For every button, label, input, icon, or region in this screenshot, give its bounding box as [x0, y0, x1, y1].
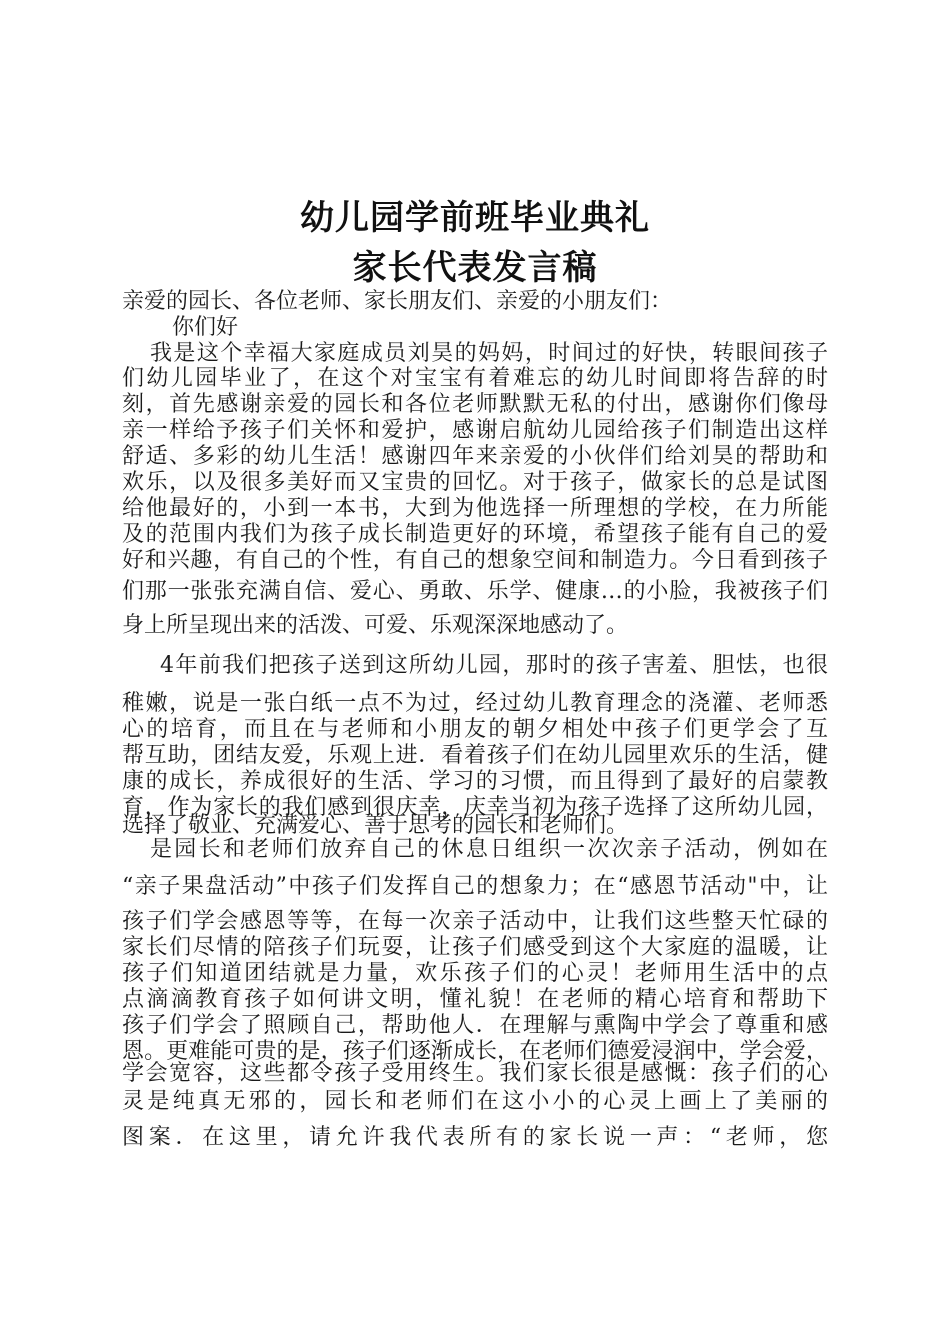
paragraph-line: 我是这个幸福大家庭成员刘昊的妈妈，时间过的好快，转眼间孩子 — [150, 341, 828, 366]
paragraph-line: 灵是纯真无邪的，园长和老师们在这小小的心灵上画上了美丽的 — [122, 1089, 828, 1114]
paragraph-line: 亲一样给予孩子们关怀和爱护，感谢启航幼儿园给孩子们制造出这样 — [122, 418, 828, 443]
greeting-line: 你们好 — [172, 315, 239, 340]
paragraph-line: 们幼儿园毕业了，在这个对宝宝有着难忘的幼儿时间即将告辞的时 — [122, 366, 828, 391]
paragraph-line: 4年前我们把孩子送到这所幼儿园，那时的孩子害羞、胆怯，也很 — [160, 653, 828, 678]
paragraph-line: 学会宽容，这些都令孩子受用终生。我们家长很是感慨：孩子们的心 — [122, 1061, 828, 1086]
paragraph-line: 孩子们知道团结就是力量，欢乐孩子们的心灵！老师用生活中的点 — [122, 961, 828, 986]
paragraph-line: 家长们尽情的陪孩子们玩耍，让孩子们感受到这个大家庭的温暖，让 — [122, 935, 828, 960]
paragraph-line: 点滴滴教育孩子如何讲文明，懂礼貌！在老师的精心培育和帮助下 — [122, 987, 828, 1012]
paragraph-line: 及的范围内我们为孩子成长制造更好的环境，希望孩子能有自己的爱 — [122, 522, 828, 547]
paragraph-line: 舒适、多彩的幼儿生活！感谢四年来亲爱的小伙伴们给刘昊的帮助和 — [122, 444, 828, 469]
paragraph-line: 们那一张张充满自信、爱心、勇敢、乐学、健康…的小脸，我被孩子们 — [122, 579, 828, 604]
paragraph-line: 育，作为家长的我们感到很庆幸，庆幸当初为孩子选择了这所幼儿园， — [122, 795, 828, 820]
paragraph-line: 好和兴趣，有自己的个性，有自己的想象空间和制造力。今日看到孩子 — [122, 548, 828, 573]
paragraph-line: 孩子们学会感恩等等，在每一次亲子活动中，让我们这些整天忙碌的 — [122, 909, 828, 934]
salutation-line: 亲爱的园长、各位老师、家长朋友们、亲爱的小朋友们： — [122, 289, 673, 314]
paragraph-line: 孩子们学会了照顾自己，帮助他人．在理解与熏陶中学会了尊重和感 — [122, 1013, 828, 1038]
paragraph-line: 是园长和老师们放弃自己的休息日组织一次次亲子活动，例如在 — [150, 837, 828, 862]
paragraph-line: 刻，首先感谢亲爱的园长和各位老师默默无私的付出，感谢你们像母 — [122, 392, 828, 417]
document-title-line-1: 幼儿园学前班毕业典礼 — [300, 198, 650, 238]
paragraph-line: 帮互助，团结友爱，乐观上进．看着孩子们在幼儿园里欢乐的生活，健 — [122, 743, 828, 768]
paragraph-line: 图案．在这里，请允许我代表所有的家长说一声：“老师，您 — [122, 1125, 828, 1150]
paragraph-line: 欢乐，以及很多美好而又宝贵的回忆。对于孩子，做家长的总是试图 — [122, 470, 828, 495]
paragraph-line: 恩。更难能可贵的是，孩子们逐渐成长，在老师们德爱浸润中，学会爱， — [122, 1039, 828, 1064]
paragraph-line: 身上所呈现出来的活泼、可爱、乐观深深地感动了。 — [122, 613, 629, 638]
paragraph-line: 心的培育，而且在与老师和小朋友的朝夕相处中孩子们更学会了互 — [122, 717, 828, 742]
paragraph-line: 稚嫩，说是一张白纸一点不为过，经过幼儿教育理念的浇灌、老师悉 — [122, 691, 828, 716]
paragraph-line: “亲子果盘活动”中孩子们发挥自己的想象力；在“感恩节活动"中，让 — [122, 874, 828, 899]
paragraph-line: 选择了敬业、充满爱心、善于思考的园长和老师们。 — [122, 813, 629, 838]
paragraph-line: 给他最好的，小到一本书，大到为他选择一所理想的学校，在力所能 — [122, 496, 828, 521]
document-title-line-2: 家长代表发言稿 — [352, 248, 598, 288]
paragraph-line: 康的成长，养成很好的生活、学习的习惯，而且得到了最好的启蒙教 — [122, 769, 828, 794]
